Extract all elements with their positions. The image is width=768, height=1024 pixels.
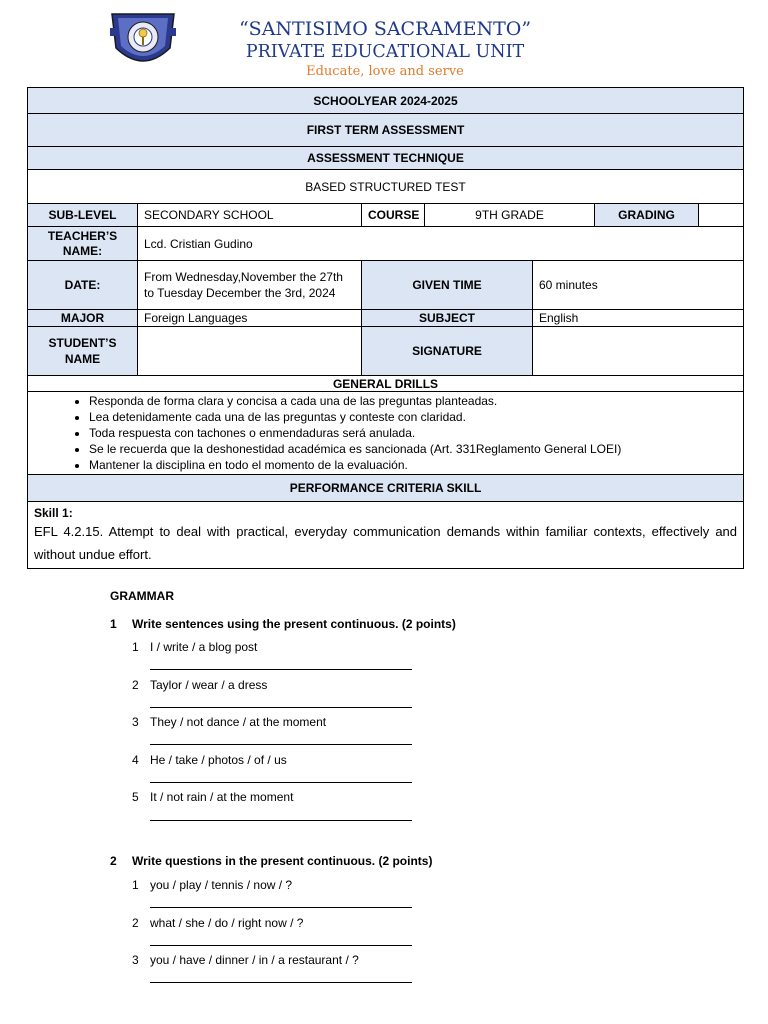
date-value: From Wednesday,November the 27th to Tuesday December the 3rd, 2024 [138, 261, 362, 310]
answer-line[interactable] [150, 669, 412, 670]
criteria-title: PERFORMANCE CRITERIA SKILL [28, 475, 744, 502]
skill-cell [28, 502, 744, 569]
item-prompt: I / write / a blog post [150, 640, 258, 654]
skill-label: Skill 1: [34, 505, 73, 520]
list-item: • Se le recuerda que la deshonestidad académica es sancionada (Art. 331Reglamento General LOEI) [89, 441, 737, 457]
item-number: 2 [132, 678, 139, 692]
drills-list [34, 393, 737, 473]
drills-title: GENERAL DRILLS [28, 376, 744, 392]
section-title: Write sentences using the present continuous. (2 points) [132, 617, 456, 631]
item-number: 5 [132, 790, 139, 804]
subject-label: SUBJECT [362, 310, 533, 327]
answer-line[interactable] [150, 744, 412, 745]
answer-line[interactable] [150, 982, 412, 983]
item-number: 3 [132, 715, 139, 729]
school-crest-logo [108, 8, 178, 72]
grammar-heading: GRAMMAR [110, 589, 174, 603]
major-value: Foreign Languages [138, 310, 362, 327]
signature-field[interactable] [533, 327, 744, 376]
item-prompt: what / she / do / right now / ? [150, 916, 304, 930]
given-time-label: GIVEN TIME [362, 261, 533, 310]
item-number: 1 [132, 878, 139, 892]
list-item: • Toda respuesta con tachones o enmendaduras será anulada. [89, 425, 737, 441]
technique-value-cell: BASED STRUCTURED TEST [28, 170, 744, 204]
item-number: 4 [132, 753, 139, 767]
course-label: COURSE [362, 204, 425, 227]
assessment-info-table [27, 87, 744, 569]
item-number: 3 [132, 953, 139, 967]
school-name-line2: PRIVATE EDUCATIONAL UNIT [245, 42, 525, 62]
grading-label: GRADING [595, 204, 699, 227]
teacher-value: Lcd. Cristian Gudino [138, 227, 744, 261]
school-motto: Educate, love and serve [306, 64, 464, 79]
technique-label-cell: ASSESSMENT TECHNIQUE [28, 147, 744, 170]
answer-line[interactable] [150, 907, 412, 908]
drills-list-cell [28, 392, 744, 475]
answer-line[interactable] [150, 707, 412, 708]
answer-line[interactable] [150, 820, 412, 821]
sublevel-label: SUB-LEVEL [28, 204, 138, 227]
student-label: STUDENT’S NAME [28, 327, 138, 376]
schoolyear-cell: SCHOOLYEAR 2024-2025 [28, 88, 744, 114]
major-label: MAJOR [28, 310, 138, 327]
subject-value: English [533, 310, 744, 327]
list-item: • Responda de forma clara y concisa a cada una de las preguntas planteadas. [89, 393, 737, 409]
teacher-label: TEACHER’S NAME: [28, 227, 138, 261]
item-prompt: you / play / tennis / now / ? [150, 878, 293, 892]
item-prompt: It / not rain / at the moment [150, 790, 294, 804]
given-time-value: 60 minutes [533, 261, 744, 310]
course-value: 9TH GRADE [425, 204, 595, 227]
skill-text: EFL 4.2.15. Attempt to deal with practical, everyday communication demands within familiar contexts, effectively and without undue effort. [34, 523, 738, 562]
student-name-field[interactable] [138, 327, 362, 376]
item-prompt: He / take / photos / of / us [150, 753, 287, 767]
answer-line[interactable] [150, 945, 412, 946]
answer-line[interactable] [150, 782, 412, 783]
section-title: Write questions in the present continuous. (2 points) [132, 854, 433, 868]
list-item: • Lea detenidamente cada una de las preguntas y conteste con claridad. [89, 409, 737, 425]
list-item: • Mantener la disciplina en todo el momento de la evaluación. [89, 457, 737, 473]
section-number: 2 [110, 854, 117, 868]
item-prompt: you / have / dinner / in / a restaurant / ? [150, 953, 359, 967]
item-number: 1 [132, 640, 139, 654]
sublevel-value: SECONDARY SCHOOL [138, 204, 362, 227]
section-number: 1 [110, 617, 117, 631]
item-prompt: Taylor / wear / a dress [150, 678, 268, 692]
signature-label: SIGNATURE [362, 327, 533, 376]
school-name-line1: “SANTISIMO SACRAMENTO” [238, 18, 532, 40]
grading-value[interactable] [699, 204, 744, 227]
term-cell: FIRST TERM ASSESSMENT [28, 114, 744, 147]
date-label: DATE: [28, 261, 138, 310]
item-number: 2 [132, 916, 139, 930]
item-prompt: They / not dance / at the moment [150, 715, 327, 729]
